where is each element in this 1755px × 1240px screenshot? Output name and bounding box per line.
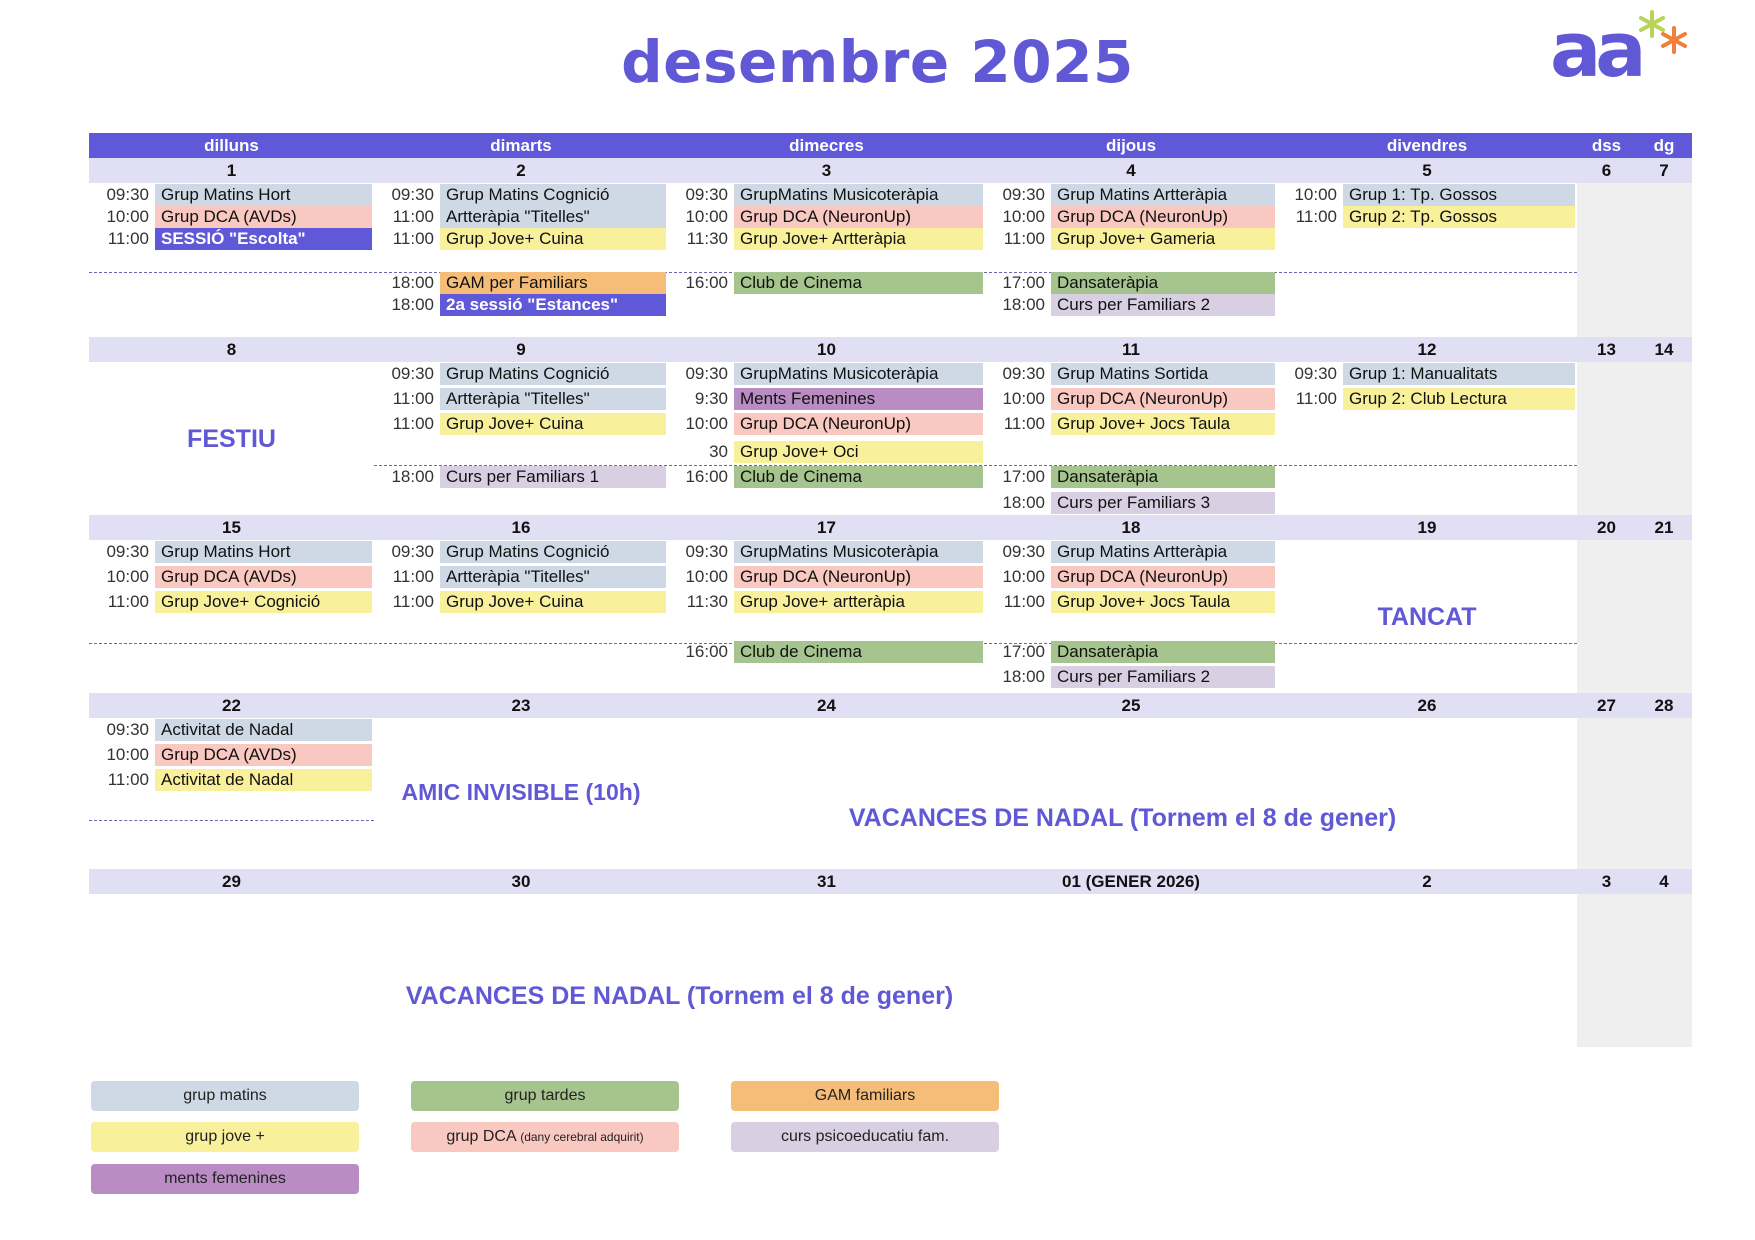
weekday-dimarts: dimarts bbox=[490, 136, 552, 155]
event-time: 09:30 bbox=[391, 542, 434, 561]
event-time: 11:00 bbox=[392, 389, 434, 408]
event-curs[interactable]: Curs per Familiars 2 bbox=[1051, 294, 1275, 316]
event-time: 18:00 bbox=[391, 467, 434, 486]
day-number[interactable]: 8 bbox=[226, 340, 237, 359]
weekday-dss: dss bbox=[1591, 136, 1622, 155]
event-matins[interactable]: Grup Matins Hort bbox=[155, 541, 372, 563]
event-time: 09:30 bbox=[685, 542, 728, 561]
day-number[interactable]: 10 bbox=[817, 340, 836, 359]
day-number[interactable]: 12 bbox=[1417, 340, 1437, 359]
legend-dca bbox=[411, 1122, 679, 1152]
event-time: 10:00 bbox=[685, 567, 728, 586]
legend-label: curs psicoeducatiu fam. bbox=[780, 1128, 950, 1145]
day-number[interactable]: 14 bbox=[1654, 340, 1674, 359]
event-time: 11:00 bbox=[1295, 207, 1337, 226]
event-time: 16:00 bbox=[685, 642, 728, 661]
event-jove[interactable]: Grup Jove+ Cognició bbox=[155, 591, 372, 613]
legend-label: grup jove + bbox=[185, 1128, 265, 1145]
day-number[interactable]: 24 bbox=[817, 696, 836, 715]
event-jove[interactable]: Grup 2: Club Lectura bbox=[1343, 388, 1575, 410]
event-time: 10:00 bbox=[106, 567, 149, 586]
event-time: 11:00 bbox=[1003, 592, 1045, 611]
event-time: 18:00 bbox=[391, 295, 434, 314]
day-number[interactable]: 30 bbox=[511, 872, 531, 891]
day-number[interactable]: 23 bbox=[511, 696, 531, 715]
day-number[interactable]: 01 (GENER 2026) bbox=[1062, 872, 1200, 891]
status-note: TANCAT bbox=[1377, 602, 1477, 631]
event-dca[interactable]: Grup DCA (AVDs) bbox=[155, 206, 372, 228]
event-jove[interactable]: Grup Jove+ artteràpia bbox=[734, 591, 983, 613]
event-dca[interactable]: Grup DCA (AVDs) bbox=[155, 744, 372, 766]
legend-label: grup tardes bbox=[504, 1087, 586, 1104]
day-number[interactable]: 9 bbox=[516, 340, 526, 359]
legend-tardes bbox=[411, 1081, 679, 1111]
day-number[interactable]: 3 bbox=[1601, 872, 1612, 891]
event-matins[interactable]: Grup Matins Cognició bbox=[440, 541, 666, 563]
event-matins[interactable]: Activitat de Nadal bbox=[155, 719, 372, 741]
event-dca[interactable]: Grup DCA (NeuronUp) bbox=[734, 566, 983, 588]
event-curs[interactable]: Curs per Familiars 1 bbox=[440, 466, 666, 488]
event-matins[interactable]: Grup 1: Manualitats bbox=[1343, 363, 1575, 385]
event-time: 10:00 bbox=[1294, 185, 1337, 204]
svg-text:aa: aa bbox=[1550, 8, 1641, 88]
event-time: 09:30 bbox=[1002, 364, 1045, 383]
event-time: 09:30 bbox=[106, 185, 149, 204]
event-jove[interactable]: Grup Jove+ Gameria bbox=[1051, 228, 1275, 250]
event-time: 11:00 bbox=[1003, 229, 1045, 248]
day-number[interactable]: 22 bbox=[222, 696, 241, 715]
day-number[interactable]: 4 bbox=[1659, 872, 1669, 891]
event-time: 10:00 bbox=[106, 207, 149, 226]
event-matins[interactable]: Grup Matins Artteràpia bbox=[1051, 541, 1275, 563]
event-matins[interactable]: Grup Matins Sortida bbox=[1051, 363, 1275, 385]
status-note: VACANCES DE NADAL (Tornem el 8 de gener) bbox=[405, 982, 954, 1010]
event-time: 18:00 bbox=[1002, 295, 1045, 314]
day-number[interactable]: 5 bbox=[1422, 161, 1432, 180]
event-time: 10:00 bbox=[685, 207, 728, 226]
day-number[interactable]: 11 bbox=[1122, 340, 1140, 359]
day-number[interactable]: 21 bbox=[1654, 518, 1674, 537]
event-time: 11:00 bbox=[392, 414, 434, 433]
day-number[interactable]: 4 bbox=[1126, 161, 1136, 180]
event-tardes[interactable]: Club de Cinema bbox=[734, 641, 983, 663]
event-time: 11:30 bbox=[686, 592, 728, 611]
event-matins[interactable]: Artteràpia "Titelles" bbox=[440, 206, 666, 228]
event-jove[interactable]: Grup Jove+ Cuina bbox=[440, 591, 666, 613]
event-time: 18:00 bbox=[1002, 493, 1045, 512]
day-number[interactable]: 25 bbox=[1121, 696, 1141, 715]
event-time: 10:00 bbox=[1002, 207, 1045, 226]
legend-label: grup DCA bbox=[446, 1128, 516, 1145]
event-time: 16:00 bbox=[685, 467, 728, 486]
event-time: 09:30 bbox=[685, 185, 728, 204]
event-time: 18:00 bbox=[391, 273, 434, 292]
day-number[interactable]: 26 bbox=[1417, 696, 1437, 715]
legend-label: ments femenines bbox=[164, 1170, 286, 1187]
event-time: 17:00 bbox=[1002, 273, 1045, 292]
event-matins[interactable]: GrupMatins Musicoteràpia bbox=[734, 184, 983, 206]
legend-matins bbox=[91, 1081, 359, 1111]
legend-gam bbox=[731, 1081, 999, 1111]
event-sessio[interactable]: SESSIÓ "Escolta" bbox=[155, 228, 372, 250]
day-number[interactable]: 31 bbox=[817, 872, 836, 891]
event-dca[interactable]: Grup DCA (NeuronUp) bbox=[1051, 566, 1275, 588]
day-number[interactable]: 29 bbox=[222, 872, 241, 891]
event-dca[interactable]: Grup DCA (AVDs) bbox=[155, 566, 372, 588]
event-jove[interactable]: Grup Jove+ Cuina bbox=[440, 413, 666, 435]
event-matins[interactable]: Grup Matins Artteràpia bbox=[1051, 184, 1275, 206]
day-number[interactable]: 17 bbox=[817, 518, 836, 537]
weekday-divendres: divendres bbox=[1386, 136, 1468, 155]
legend-label: grup matins bbox=[183, 1087, 267, 1104]
event-matins[interactable]: GrupMatins Musicoteràpia bbox=[734, 363, 983, 385]
event-time: 09:30 bbox=[106, 542, 149, 561]
day-number[interactable]: 28 bbox=[1654, 696, 1674, 715]
event-time: 18:00 bbox=[1002, 667, 1045, 686]
day-number[interactable]: 19 bbox=[1417, 518, 1437, 537]
event-matins[interactable]: Grup Matins Cognició bbox=[440, 184, 666, 206]
event-jove[interactable]: Grup Jove+ Jocs Taula bbox=[1051, 591, 1275, 613]
event-matins[interactable]: GrupMatins Musicoteràpia bbox=[734, 541, 983, 563]
event-time: 11:00 bbox=[392, 567, 434, 586]
day-number[interactable]: 7 bbox=[1659, 161, 1669, 180]
event-matins[interactable]: Artteràpia "Titelles" bbox=[440, 566, 666, 588]
status-note: AMIC INVISIBLE (10h) bbox=[401, 779, 641, 805]
event-dca[interactable]: Grup DCA (NeuronUp) bbox=[734, 206, 983, 228]
event-jove[interactable]: Grup Jove+ Cuina bbox=[440, 228, 666, 250]
event-time: 09:30 bbox=[685, 364, 728, 383]
event-jove[interactable]: Grup 2: Tp. Gossos bbox=[1343, 206, 1575, 228]
event-matins[interactable]: Grup Matins Hort bbox=[155, 184, 372, 206]
aa-asterisk-logo-icon bbox=[1548, 8, 1698, 88]
event-time: 11:00 bbox=[392, 592, 434, 611]
event-sessio[interactable]: 2a sessió "Estances" bbox=[440, 294, 666, 316]
legend-jove bbox=[91, 1122, 359, 1152]
event-time: 09:30 bbox=[391, 364, 434, 383]
day-number[interactable]: 3 bbox=[821, 161, 832, 180]
event-ments[interactable]: Ments Femenines bbox=[734, 388, 983, 410]
day-number[interactable]: 27 bbox=[1597, 696, 1616, 715]
event-jove[interactable]: Grup Jove+ Jocs Taula bbox=[1051, 413, 1275, 435]
event-tardes[interactable]: Club de Cinema bbox=[734, 466, 983, 488]
day-number[interactable]: 20 bbox=[1597, 518, 1616, 537]
event-tardes[interactable]: Dansateràpia bbox=[1051, 466, 1275, 488]
event-time: 17:00 bbox=[1002, 642, 1045, 661]
event-curs[interactable]: Curs per Familiars 2 bbox=[1051, 666, 1275, 688]
event-dca[interactable]: Grup DCA (NeuronUp) bbox=[1051, 388, 1275, 410]
event-time: 11:00 bbox=[1003, 414, 1045, 433]
day-number[interactable]: 2 bbox=[1422, 872, 1432, 891]
status-note: FESTIU bbox=[187, 424, 276, 453]
event-time: 10:00 bbox=[685, 414, 728, 433]
event-gam[interactable]: GAM per Familiars bbox=[440, 272, 666, 294]
status-note: VACANCES DE NADAL (Tornem el 8 de gener) bbox=[848, 804, 1397, 832]
legend-ments bbox=[91, 1164, 359, 1194]
legend-sublabel: (dany cerebral adquirit) bbox=[520, 1130, 644, 1144]
event-time: 11:30 bbox=[686, 229, 728, 248]
event-curs[interactable]: Curs per Familiars 3 bbox=[1051, 492, 1275, 514]
event-dca[interactable]: Grup DCA (NeuronUp) bbox=[1051, 206, 1275, 228]
event-time: 9:30 bbox=[694, 389, 728, 408]
event-time: 11:00 bbox=[1295, 389, 1337, 408]
event-time: 30 bbox=[709, 442, 728, 461]
event-time: 10:00 bbox=[1002, 567, 1045, 586]
day-number[interactable]: 16 bbox=[511, 518, 531, 537]
event-time: 16:00 bbox=[685, 273, 728, 292]
event-matins[interactable]: Artteràpia "Titelles" bbox=[440, 388, 666, 410]
event-time: 11:00 bbox=[107, 229, 149, 248]
weekday-dilluns: dilluns bbox=[204, 136, 259, 155]
legend-curs bbox=[731, 1122, 999, 1152]
day-number[interactable]: 2 bbox=[516, 161, 526, 180]
event-tardes[interactable]: Dansateràpia bbox=[1051, 272, 1275, 294]
event-jove[interactable]: Grup Jove+ Oci bbox=[734, 441, 983, 463]
event-dca[interactable]: Grup DCA (NeuronUp) bbox=[734, 413, 983, 435]
event-jove[interactable]: Grup Jove+ Artteràpia bbox=[734, 228, 983, 250]
event-time: 09:30 bbox=[1002, 542, 1045, 561]
day-number[interactable]: 18 bbox=[1121, 518, 1141, 537]
event-time: 11:00 bbox=[392, 207, 434, 226]
event-time: 09:30 bbox=[1002, 185, 1045, 204]
event-time: 10:00 bbox=[1002, 389, 1045, 408]
page-title: desembre 2025 bbox=[621, 28, 1134, 96]
event-time: 09:30 bbox=[1294, 364, 1337, 383]
day-number[interactable]: 1 bbox=[226, 161, 237, 180]
legend-label: GAM familiars bbox=[814, 1087, 916, 1104]
event-time: 11:00 bbox=[107, 592, 149, 611]
weekday-dimecres: dimecres bbox=[789, 136, 864, 155]
day-number[interactable]: 15 bbox=[222, 518, 241, 537]
weekday-dg: dg bbox=[1653, 136, 1675, 155]
event-time: 11:00 bbox=[107, 770, 149, 789]
weekday-dijous: dijous bbox=[1105, 136, 1157, 155]
event-jove[interactable]: Activitat de Nadal bbox=[155, 769, 372, 791]
weekend-column-bg bbox=[1577, 158, 1692, 1047]
event-matins[interactable]: Grup Matins Cognició bbox=[440, 363, 666, 385]
dashed-separator bbox=[89, 820, 374, 821]
event-time: 17:00 bbox=[1002, 467, 1045, 486]
event-tardes[interactable]: Dansateràpia bbox=[1051, 641, 1275, 663]
event-matins[interactable]: Grup 1: Tp. Gossos bbox=[1343, 184, 1575, 206]
event-time: 09:30 bbox=[106, 720, 149, 739]
day-number[interactable]: 13 bbox=[1597, 340, 1616, 359]
event-time: 11:00 bbox=[392, 229, 434, 248]
event-time: 10:00 bbox=[106, 745, 149, 764]
event-time: 09:30 bbox=[391, 185, 434, 204]
event-tardes[interactable]: Club de Cinema bbox=[734, 272, 983, 294]
day-number[interactable]: 6 bbox=[1601, 161, 1612, 180]
